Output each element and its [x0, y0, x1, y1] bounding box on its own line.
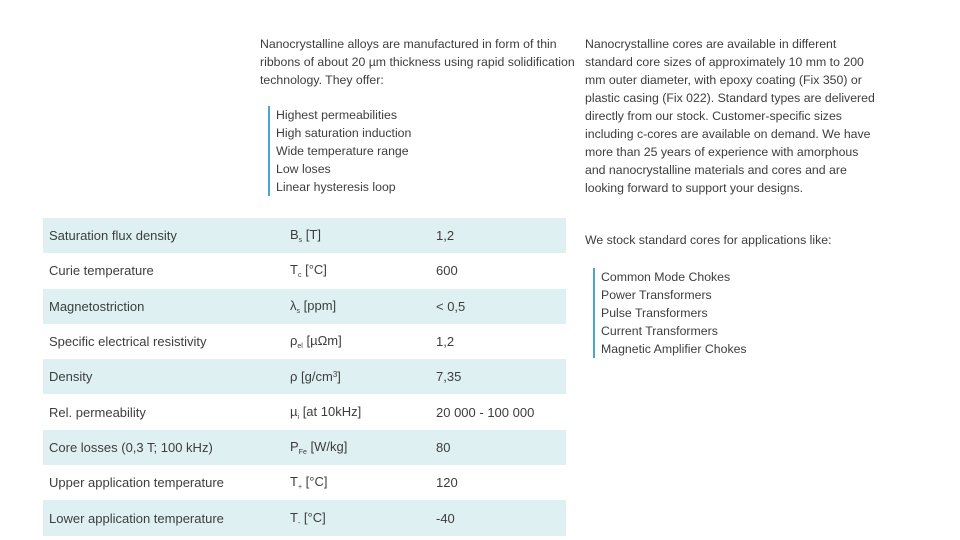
property-value: 1,2: [436, 324, 566, 359]
symbol-subscript: el: [297, 343, 303, 351]
intro-paragraph: Nanocrystalline alloys are manufactured in form of thin ribbons of about 20 µm thickness using rapid solidification technology. They offer:: [260, 37, 575, 87]
symbol-letter: λ: [290, 297, 297, 313]
symbol-unit: [W/kg]: [310, 438, 348, 454]
symbol-subscript: Fe: [298, 448, 307, 456]
feature-item: Highest permeabilities: [268, 106, 575, 124]
property-symbol: [290, 218, 436, 253]
symbol-unit: [ppm]: [303, 297, 337, 313]
symbol-letter: B: [290, 227, 299, 243]
property-symbol: [290, 324, 436, 359]
availability-paragraph: Nanocrystalline cores are available in different standard core sizes of approximately 10 mm to 200 mm outer diameter, with epoxy coating (Fix 350) or plastic casing (Fix 022). Standard types are delivered directly from our stock. Customer-specific sizes including c-cores are available on demand. We have more than 25 years of experience with amorphous and nanocrystalline materials and cores and are looking forward to support your designs.: [585, 37, 875, 195]
feature-item: Linear hysteresis loop: [268, 178, 575, 196]
properties-table: [43, 218, 566, 536]
property-label: Rel. permeability: [43, 394, 290, 429]
application-item: Power Transformers: [593, 286, 875, 304]
intro-column: [260, 35, 575, 196]
table-row: [43, 500, 566, 535]
property-label: Magnetostriction: [43, 289, 290, 324]
application-item: Magnetic Amplifier Chokes: [593, 340, 875, 358]
property-value: 80: [436, 430, 566, 465]
symbol-unit: [°C]: [305, 474, 328, 490]
application-item: Common Mode Chokes: [593, 268, 875, 286]
property-label: Lower application temperature: [43, 500, 290, 535]
symbol-subscript: -: [297, 519, 301, 527]
feature-item: Low loses: [268, 160, 575, 178]
symbol-unit: [g/cm: [301, 369, 333, 385]
symbol-letter: µ: [290, 403, 298, 419]
table-row: [43, 359, 566, 394]
table-row: [43, 253, 566, 288]
property-symbol: [290, 394, 436, 429]
symbol-unit: [T]: [305, 227, 321, 243]
property-label: Curie temperature: [43, 253, 290, 288]
property-label: Saturation flux density: [43, 218, 290, 253]
table-row: [43, 218, 566, 253]
property-symbol: [290, 500, 436, 535]
application-item: Pulse Transformers: [593, 304, 875, 322]
unit-superscript: 3: [332, 370, 338, 380]
symbol-letter: T: [290, 262, 298, 278]
stock-heading: We stock standard cores for applications like:: [585, 233, 832, 247]
property-value: -40: [436, 500, 566, 535]
symbol-subscript: s: [298, 237, 303, 245]
table-row: [43, 430, 566, 465]
property-label: Specific electrical resistivity: [43, 324, 290, 359]
table-row: [43, 289, 566, 324]
table-row: [43, 324, 566, 359]
application-item: Current Transformers: [593, 322, 875, 340]
property-symbol: [290, 430, 436, 465]
property-symbol: [290, 253, 436, 288]
symbol-letter: T: [290, 474, 298, 490]
property-symbol: [290, 465, 436, 500]
property-label: Density: [43, 359, 290, 394]
application-list: [593, 268, 875, 358]
property-value: 7,35: [436, 359, 566, 394]
symbol-unit: [°C]: [303, 509, 326, 525]
table-row: [43, 465, 566, 500]
property-value: 20 000 - 100 000: [436, 394, 566, 429]
symbol-subscript: s: [296, 307, 300, 315]
symbol-subscript: +: [297, 484, 303, 492]
symbol-letter: ρ: [290, 369, 298, 385]
property-label: Upper application temperature: [43, 465, 290, 500]
property-value: 600: [436, 253, 566, 288]
feature-item: High saturation induction: [268, 124, 575, 142]
property-value: < 0,5: [436, 289, 566, 324]
symbol-unit: [µΩm]: [306, 333, 342, 349]
symbol-letter: ρ: [290, 333, 298, 349]
feature-list: [268, 106, 575, 196]
symbol-letter: T: [290, 509, 298, 525]
availability-column: [585, 35, 875, 358]
symbol-unit: [at 10kHz]: [302, 403, 362, 419]
symbol-letter: P: [290, 438, 299, 454]
feature-item: Wide temperature range: [268, 142, 575, 160]
symbol-subscript: i: [297, 413, 300, 421]
property-symbol: [290, 289, 436, 324]
property-value: 1,2: [436, 218, 566, 253]
symbol-subscript: c: [297, 272, 302, 280]
table-row: [43, 394, 566, 429]
property-symbol: [290, 359, 436, 394]
unit-end: ]: [337, 369, 341, 385]
property-value: 120: [436, 465, 566, 500]
property-label: Core losses (0,3 T; 100 kHz): [43, 430, 290, 465]
symbol-unit: [°C]: [305, 262, 327, 278]
